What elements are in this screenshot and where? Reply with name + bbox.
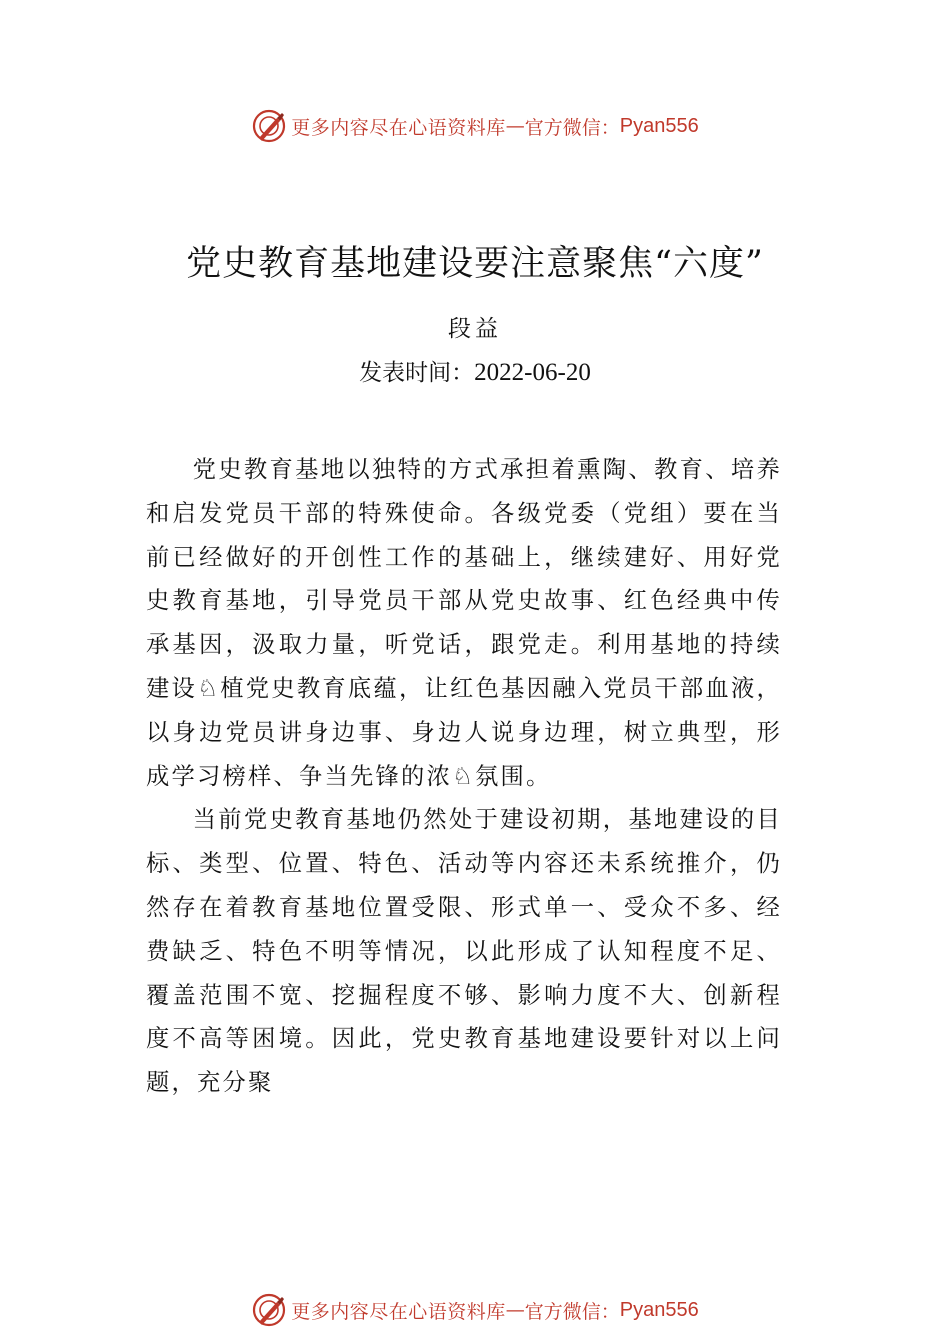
date-label: 发表时间：: [359, 360, 475, 386]
watermark-wechat-label: 官方微信：: [524, 1300, 620, 1323]
watermark-separator: —: [505, 115, 525, 137]
watermark-separator: —: [505, 1299, 525, 1321]
paragraph: 当前党史教育基地仍然处于建设初期，基地建设的目标、类型、位置、特色、活动等内容还未系统推介，仍然存在着教育基地位置受限、形式单一、受众不多、经费缺乏、特色不明等情况，以此形成了认知程度不足、覆盖范围不宽、挖掘程度不够、影响力度不大、创新程度不高等困境。因此，党史教育基地建设要针对以上问题，充分聚: [146, 806, 782, 1097]
pen-logo-icon: [251, 108, 287, 144]
watermark-wechat-id: Pyan556: [619, 114, 699, 137]
header-watermark: [0, 106, 950, 146]
watermark-wechat-id: Pyan556: [619, 1298, 699, 1321]
watermark-brand: 更多内容尽在心语资料库: [291, 1300, 506, 1323]
article-author: 段益: [448, 316, 502, 342]
footer-watermark: [0, 1290, 950, 1330]
article-title: 党史教育基地建设要注意聚焦“六度”: [186, 244, 764, 284]
watermark-wechat-label: 官方微信：: [524, 116, 620, 139]
article-body: [146, 448, 782, 1105]
paragraph: 党史教育基地以独特的方式承担着熏陶、教育、培养和启发党员干部的特殊使命。各级党委（党组）要在当前已经做好的开创性工作的基础上，继续建好、用好党史教育基地，引导党员干部从党史故事、红色经典中传承基因，汲取力量，听党话，跟党走。利用基地的持续建设♘植党史教育底蕴，让红色基因融入党员干部血液，以身边党员讲身边事、身边人说身边理，树立典型，形成学习榜样、争当先锋的浓♘氛围。: [146, 456, 782, 790]
date-value: 2022-06-20: [474, 359, 591, 386]
pen-logo-icon: [251, 1292, 287, 1328]
watermark-brand: 更多内容尽在心语资料库: [291, 116, 506, 139]
publish-date: [0, 354, 950, 387]
